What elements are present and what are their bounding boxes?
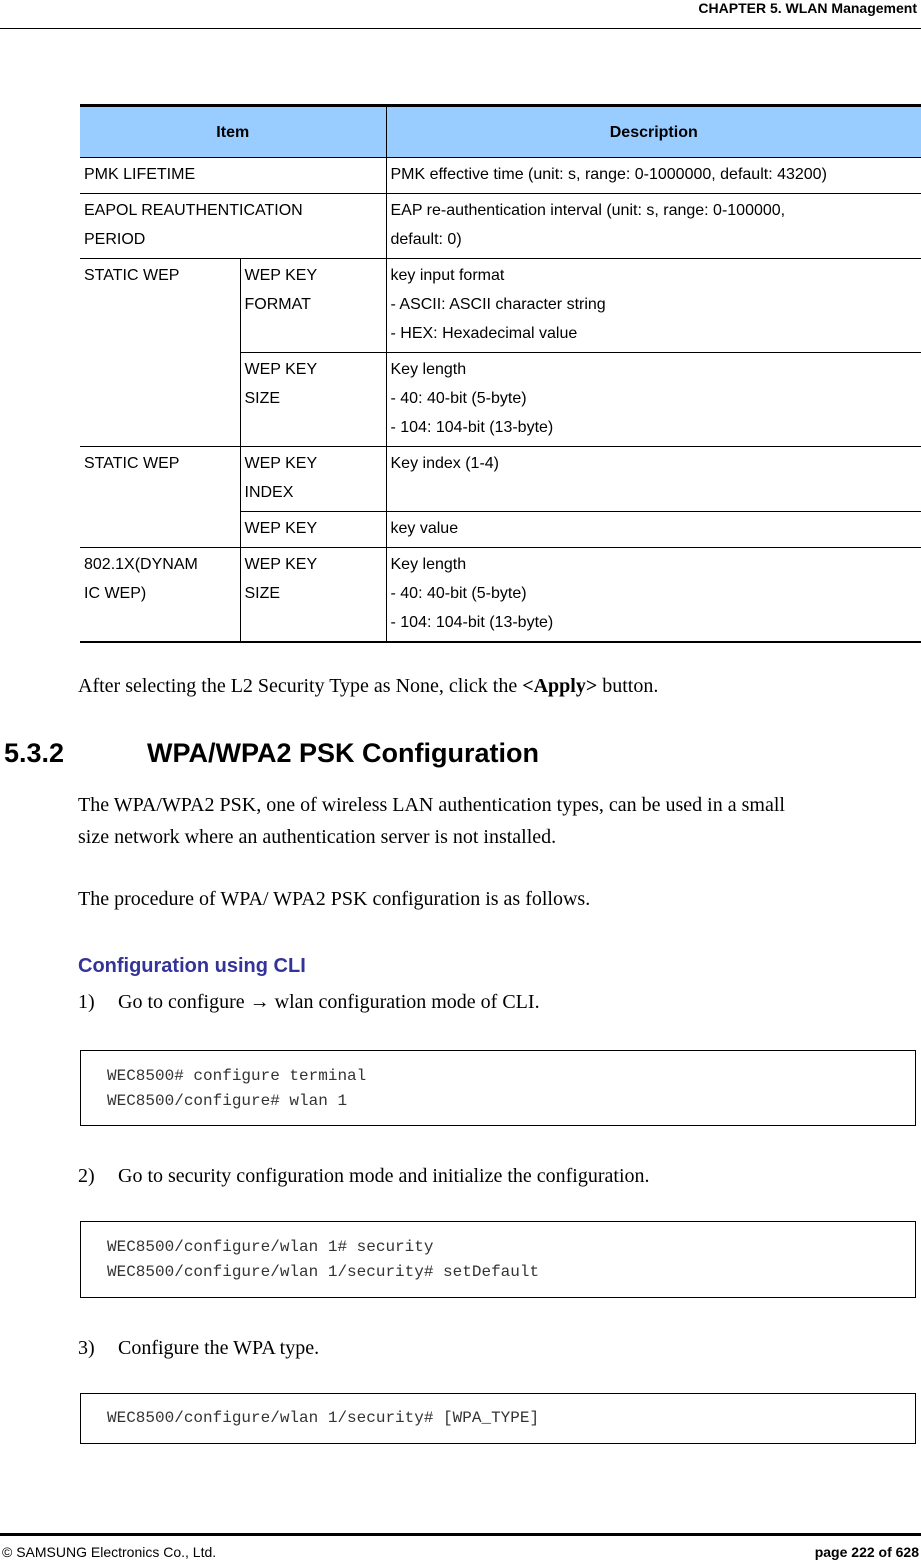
cell-description: Key index (1-4): [386, 447, 921, 512]
chapter-title: CHAPTER 5. WLAN Management: [698, 0, 917, 16]
step-1: [78, 986, 540, 1018]
code-line: WEC8500/configure/wlan 1/security# [WPA_TYPE]: [107, 1409, 540, 1427]
desc-line: - 40: 40-bit (5-byte): [390, 585, 527, 602]
subitem-line: WEP KEY: [244, 361, 318, 378]
desc-line: default: 0): [390, 231, 462, 248]
apply-button-reference: <Apply>: [522, 675, 598, 697]
cell-group: STATIC WEP: [80, 259, 240, 447]
subitem-line: INDEX: [244, 484, 294, 501]
code-line: WEC8500/configure/wlan 1# security: [107, 1238, 434, 1256]
cell-subitem: [240, 447, 386, 512]
cell-subitem: [240, 353, 386, 447]
page-number: page 222 of 628: [814, 1544, 919, 1560]
table-row: [80, 548, 921, 643]
desc-line: - 40: 40-bit (5-byte): [390, 390, 527, 407]
table-row: [80, 259, 921, 353]
desc-line: Key length: [390, 361, 467, 378]
cell-description: [386, 194, 921, 259]
step-text: Go to configure → wlan configuration mode of CLI.: [118, 991, 540, 1013]
after-table-text: [78, 670, 908, 702]
cli-heading: Configuration using CLI: [78, 955, 306, 977]
step-number: 1): [78, 991, 95, 1013]
copyright: © SAMSUNG Electronics Co., Ltd.: [2, 1544, 217, 1560]
after-table-after: button.: [597, 675, 659, 697]
section-heading: [4, 738, 539, 769]
header-item: Item: [80, 106, 386, 158]
code-line: WEC8500/configure# wlan 1: [107, 1092, 348, 1110]
table-header-row: [80, 106, 921, 158]
item-line: EAPOL REAUTHENTICATION: [84, 202, 303, 219]
code-line: WEC8500/configure/wlan 1/security# setDefault: [107, 1263, 540, 1281]
step-2: [78, 1160, 650, 1192]
cell-description: [386, 548, 921, 643]
subitem-line: FORMAT: [244, 296, 311, 313]
desc-line: Key length: [390, 556, 467, 573]
step-text: Go to security configuration mode and initialize the configuration.: [118, 1165, 650, 1187]
desc-line: key input format: [390, 267, 505, 284]
group-line: 802.1X(DYNAM: [84, 556, 198, 573]
subitem-line: WEP KEY: [244, 267, 318, 284]
step-text: Configure the WPA type.: [118, 1337, 320, 1359]
after-table-before: After selecting the L2 Security Type as None, click the: [78, 675, 523, 697]
code-block-3: [80, 1393, 916, 1444]
subitem-line: SIZE: [244, 585, 281, 602]
header-description: Description: [386, 106, 921, 158]
cell-subitem: [240, 548, 386, 643]
table-row: [80, 158, 921, 194]
desc-line: - 104: 104-bit (13-byte): [390, 614, 554, 631]
cell-item: [80, 194, 386, 259]
intro-paragraph: [78, 789, 908, 853]
intro-line: The WPA/WPA2 PSK, one of wireless LAN authentication types, can be used in a small: [78, 794, 785, 816]
table-row: [80, 194, 921, 259]
cell-description: [386, 259, 921, 353]
procedure-text: The procedure of WPA/ WPA2 PSK configuration is as follows.: [78, 888, 591, 910]
cell-description: [386, 353, 921, 447]
cell-subitem: WEP KEY: [240, 512, 386, 548]
desc-line: - 104: 104-bit (13-byte): [390, 419, 554, 436]
code-block-1: [80, 1050, 916, 1126]
section-number: 5.3.2: [4, 738, 65, 768]
intro-line: size network where an authentication server is not installed.: [78, 826, 557, 848]
code-block-2: [80, 1221, 916, 1298]
cell-group: STATIC WEP: [80, 447, 240, 548]
subitem-line: WEP KEY: [244, 455, 318, 472]
cell-item: PMK LIFETIME: [80, 158, 386, 194]
step-3: [78, 1332, 319, 1364]
group-line: IC WEP): [84, 585, 147, 602]
cell-subitem: [240, 259, 386, 353]
step-number: 2): [78, 1165, 95, 1187]
section-title: WPA/WPA2 PSK Configuration: [147, 738, 539, 768]
parameter-table: [80, 104, 921, 643]
desc-line: EAP re-authentication interval (unit: s, range: 0-100000,: [390, 202, 786, 219]
page-footer: [0, 1533, 921, 1568]
desc-line: - HEX: Hexadecimal value: [390, 325, 578, 342]
page-header: [0, 0, 921, 29]
subitem-line: WEP KEY: [244, 556, 318, 573]
code-line: WEC8500# configure terminal: [107, 1067, 367, 1085]
subitem-line: SIZE: [244, 390, 281, 407]
cell-description: key value: [386, 512, 921, 548]
desc-line: - ASCII: ASCII character string: [390, 296, 606, 313]
item-line: PERIOD: [84, 231, 146, 248]
cell-group: [80, 548, 240, 643]
cell-description: PMK effective time (unit: s, range: 0-1000000, default: 43200): [386, 158, 921, 194]
table-row: [80, 447, 921, 512]
step-number: 3): [78, 1337, 95, 1359]
